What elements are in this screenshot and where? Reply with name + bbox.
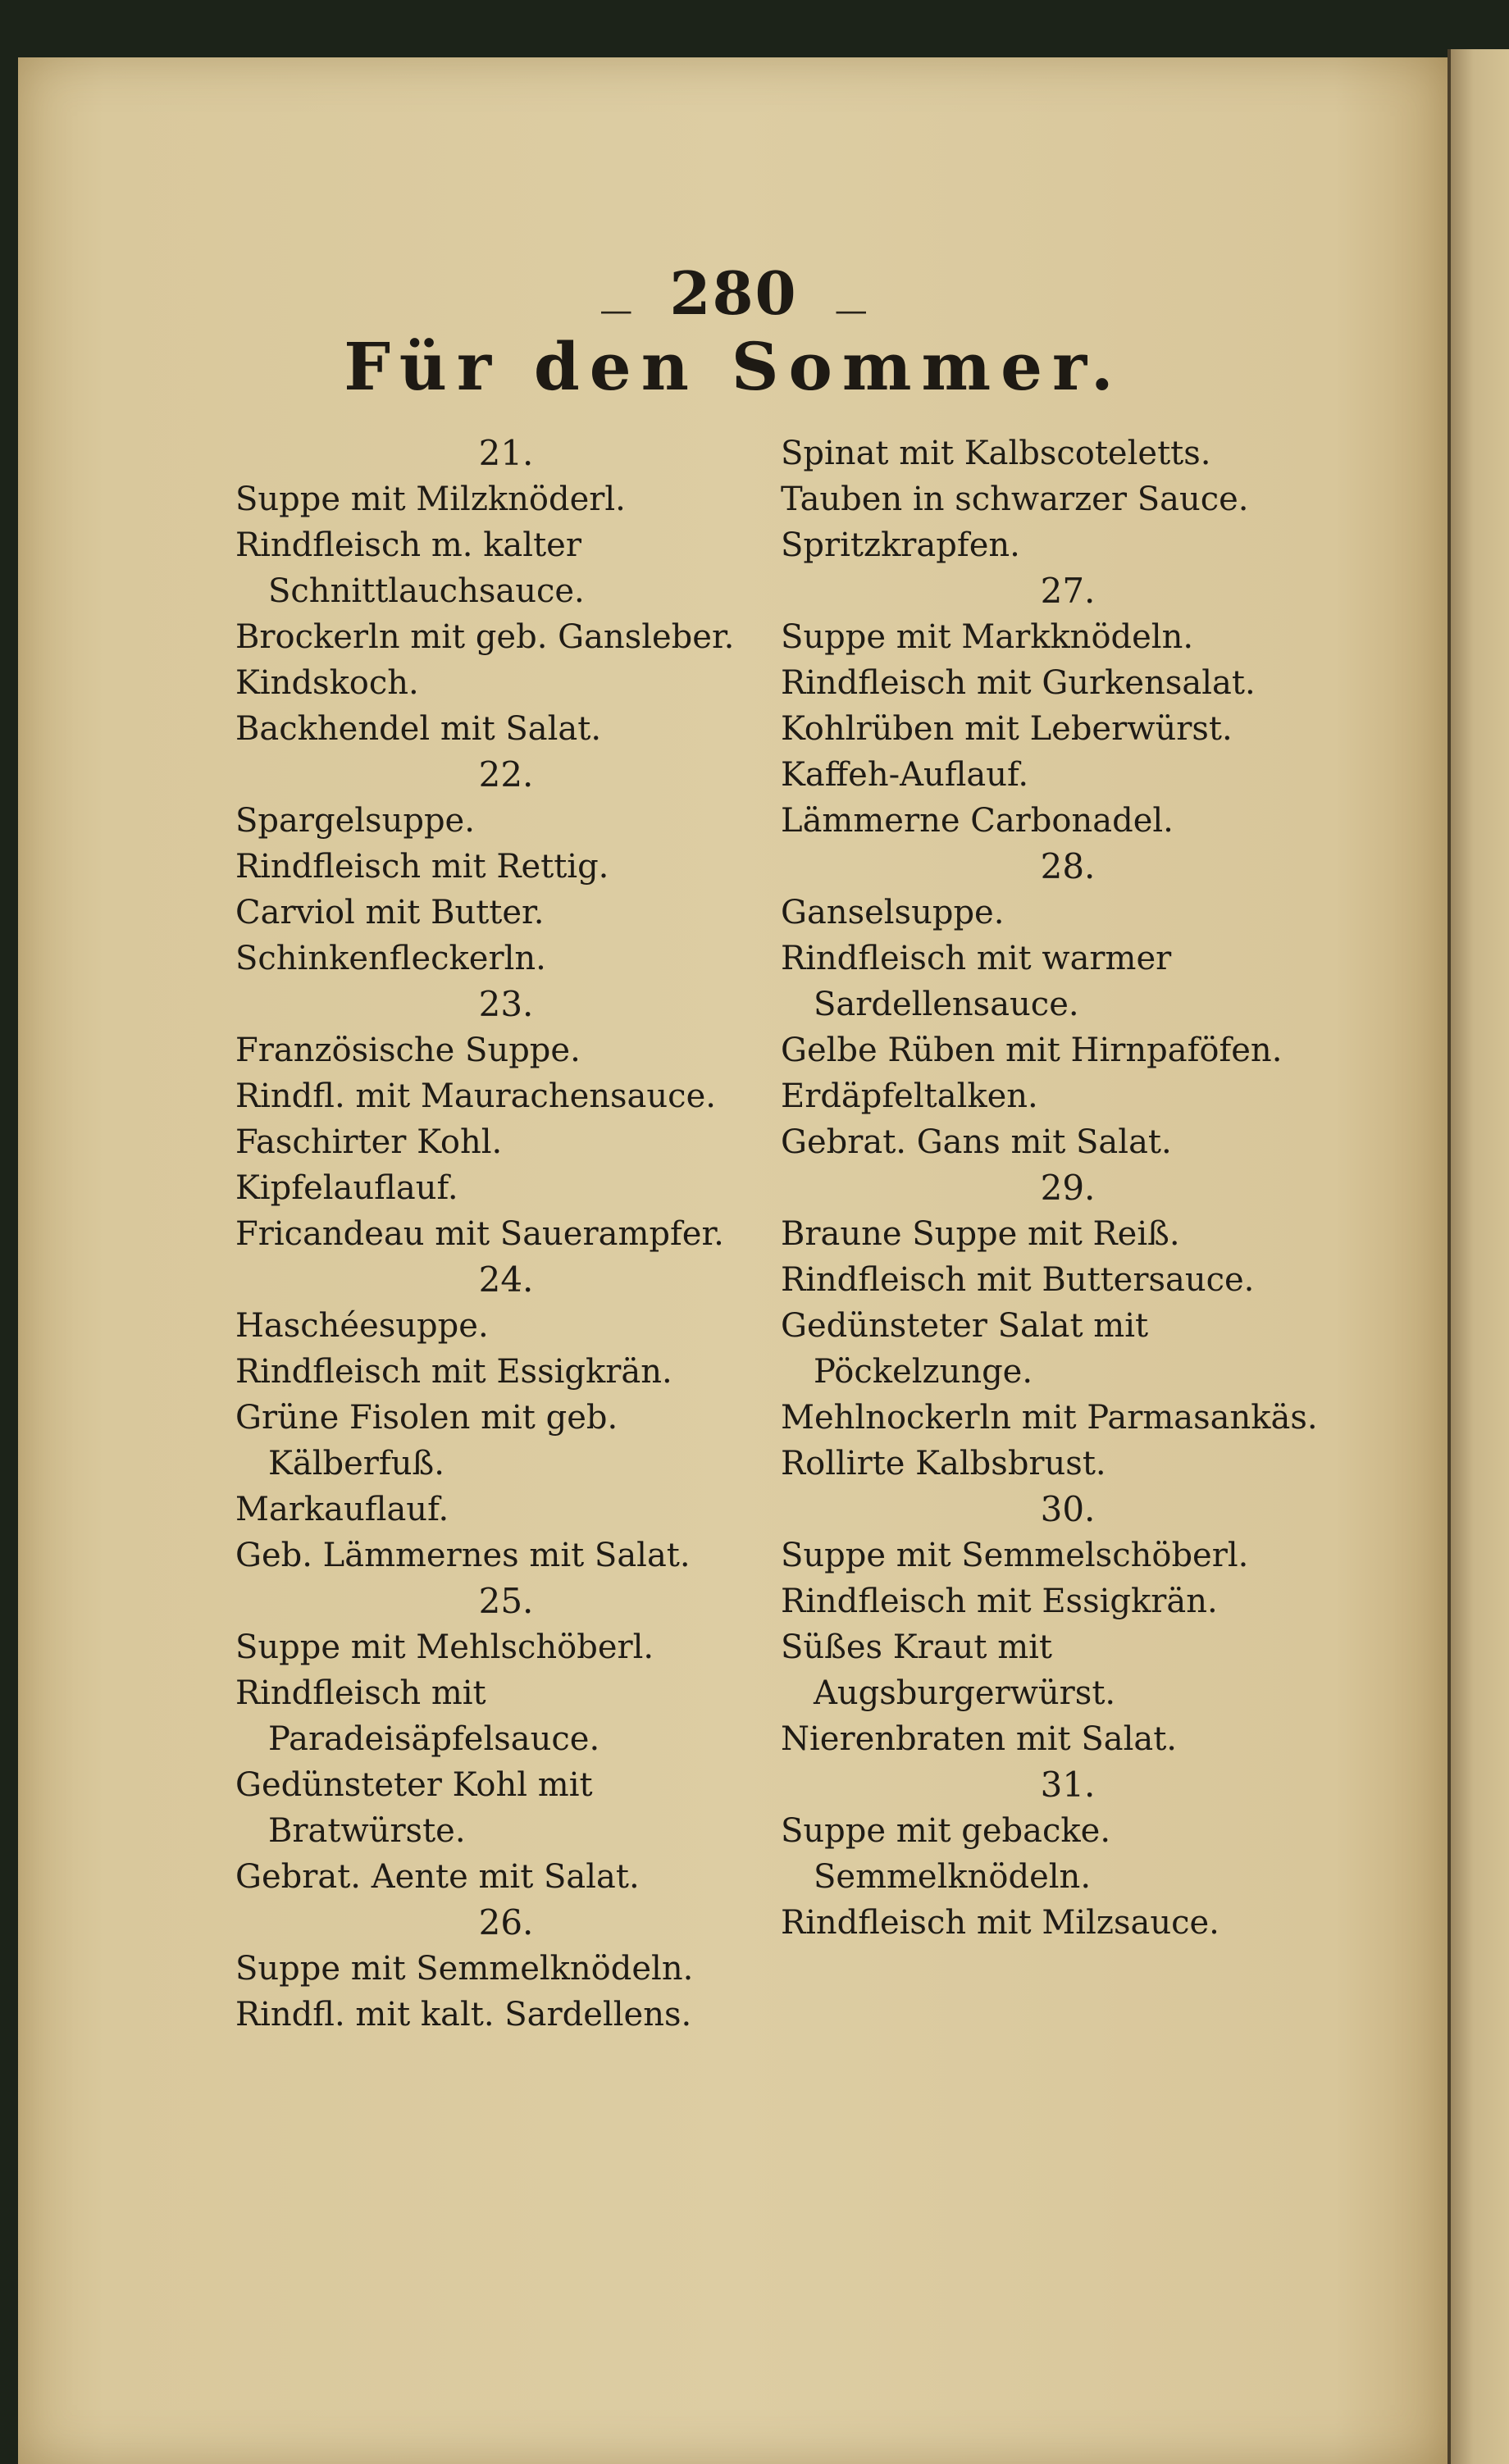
day-number: 23. <box>478 984 534 1024</box>
book-page <box>18 57 1449 2464</box>
menu-dish: Schinkenfleckerln. <box>235 940 546 977</box>
menu-dish: Backhendel mit Salat. <box>235 710 602 748</box>
menu-dish: Rindfleisch mit warmer Sardellensauce. <box>781 940 1172 1023</box>
header-dash-right: — <box>834 291 868 330</box>
menu-dish: Kipfelauflauf. <box>235 1169 458 1207</box>
menu-dish: Spinat mit Kalbscoteletts. <box>781 435 1211 472</box>
menu-dish: Suppe mit Mehlschöberl. <box>235 1628 654 1666</box>
menu-dish: Suppe mit Markknödeln. <box>781 618 1194 656</box>
day-number: 26. <box>478 1902 534 1943</box>
menu-dish: Tauben in schwarzer Sauce. <box>781 481 1249 518</box>
menu-dish: Spritzkrapfen. <box>781 526 1020 564</box>
day-number: 21. <box>478 433 534 473</box>
menu-dish: Lämmerne Carbonadel. <box>781 802 1174 840</box>
day-number: 22. <box>478 754 534 795</box>
day-number: 28. <box>1040 846 1096 886</box>
menu-dish: Braune Suppe mit Reiß. <box>781 1215 1180 1253</box>
menu-dish: Süßes Kraut mit Augsburgerwürst. <box>781 1628 1116 1712</box>
day-number: 30. <box>1040 1489 1096 1529</box>
day-number: 29. <box>1040 1168 1096 1208</box>
menu-dish: Rindfleisch mit Essigkrän. <box>235 1353 672 1391</box>
menu-dish: Erdäpfeltalken. <box>781 1077 1038 1115</box>
menu-dish: Kohlrüben mit Leberwürst. <box>781 710 1233 748</box>
menu-dish: Gedünsteter Kohl mit Bratwürste. <box>235 1766 593 1850</box>
menu-dish: Markauflauf. <box>235 1491 449 1528</box>
menu-dish: Kaffeh-Auflauf. <box>781 756 1029 794</box>
menu-dish: Brockerln mit geb. Gansleber. <box>235 618 735 656</box>
menu-dish: Rindfl. mit kalt. Sardellens. <box>235 1996 692 2034</box>
menu-dish: Kindskoch. <box>235 664 419 702</box>
page-header <box>18 258 1449 330</box>
page-gutter <box>1447 49 1451 2464</box>
menu-dish: Rindfl. mit Maurachensauce. <box>235 1077 716 1115</box>
menu-dish: Ganselsuppe. <box>781 894 1005 931</box>
menu-dish: Gelbe Rüben mit Hirnpaföfen. <box>781 1032 1283 1069</box>
menu-dish: Suppe mit Semmelknödeln. <box>235 1950 694 1988</box>
menu-dish: Suppe mit Semmelschöberl. <box>781 1537 1249 1574</box>
menu-dish: Rindfleisch mit Gurkensalat. <box>781 664 1256 702</box>
menu-dish: Suppe mit gebacke. Semmelknödeln. <box>781 1812 1111 1896</box>
menu-dish: Rindfleisch mit Paradeisäpfelsauce. <box>235 1674 600 1758</box>
day-number: 24. <box>478 1259 534 1300</box>
menu-column-left <box>235 430 777 2038</box>
menu-dish: Rindfleisch mit Buttersauce. <box>781 1261 1255 1299</box>
menu-dish: Rindfleisch mit Milzsauce. <box>781 1904 1220 1942</box>
menu-dish: Gebrat. Gans mit Salat. <box>781 1123 1172 1161</box>
day-number: 31. <box>1040 1765 1096 1805</box>
day-number: 27. <box>1040 571 1096 611</box>
next-page-edge <box>1450 49 1509 2464</box>
menu-dish: Fricandeau mit Sauerampfer. <box>235 1215 724 1253</box>
header-dash-left: — <box>599 291 633 330</box>
menu-dish: Französische Suppe. <box>235 1032 581 1069</box>
menu-dish: Haschéesuppe. <box>235 1307 489 1345</box>
menu-dish: Grüne Fisolen mit geb. Kälberfuß. <box>235 1399 618 1482</box>
menu-dish: Carviol mit Butter. <box>235 894 545 931</box>
menu-dish: Gedünsteter Salat mit Pöckelzunge. <box>781 1307 1149 1391</box>
menu-dish: Spargelsuppe. <box>235 802 475 840</box>
menu-column-right <box>781 430 1355 1946</box>
menu-dish: Rindfleisch m. kalter Schnittlauchsauce. <box>235 526 585 610</box>
menu-dish: Rindfleisch mit Essigkrän. <box>781 1583 1218 1620</box>
menu-dish: Geb. Lämmernes mit Salat. <box>235 1537 691 1574</box>
menu-dish: Rollirte Kalbsbrust. <box>781 1445 1106 1482</box>
menu-dish: Rindfleisch mit Rettig. <box>235 848 609 886</box>
page-number: 280 <box>669 258 798 328</box>
day-number: 25. <box>478 1581 534 1621</box>
menu-dish: Faschirter Kohl. <box>235 1123 503 1161</box>
menu-dish: Gebrat. Aente mit Salat. <box>235 1858 640 1896</box>
menu-dish: Suppe mit Milzknöderl. <box>235 481 626 518</box>
menu-dish: Nierenbraten mit Salat. <box>781 1720 1178 1758</box>
section-title: Für den Sommer. <box>344 328 1124 405</box>
menu-dish: Mehlnockerln mit Parmasankäs. <box>781 1399 1318 1437</box>
